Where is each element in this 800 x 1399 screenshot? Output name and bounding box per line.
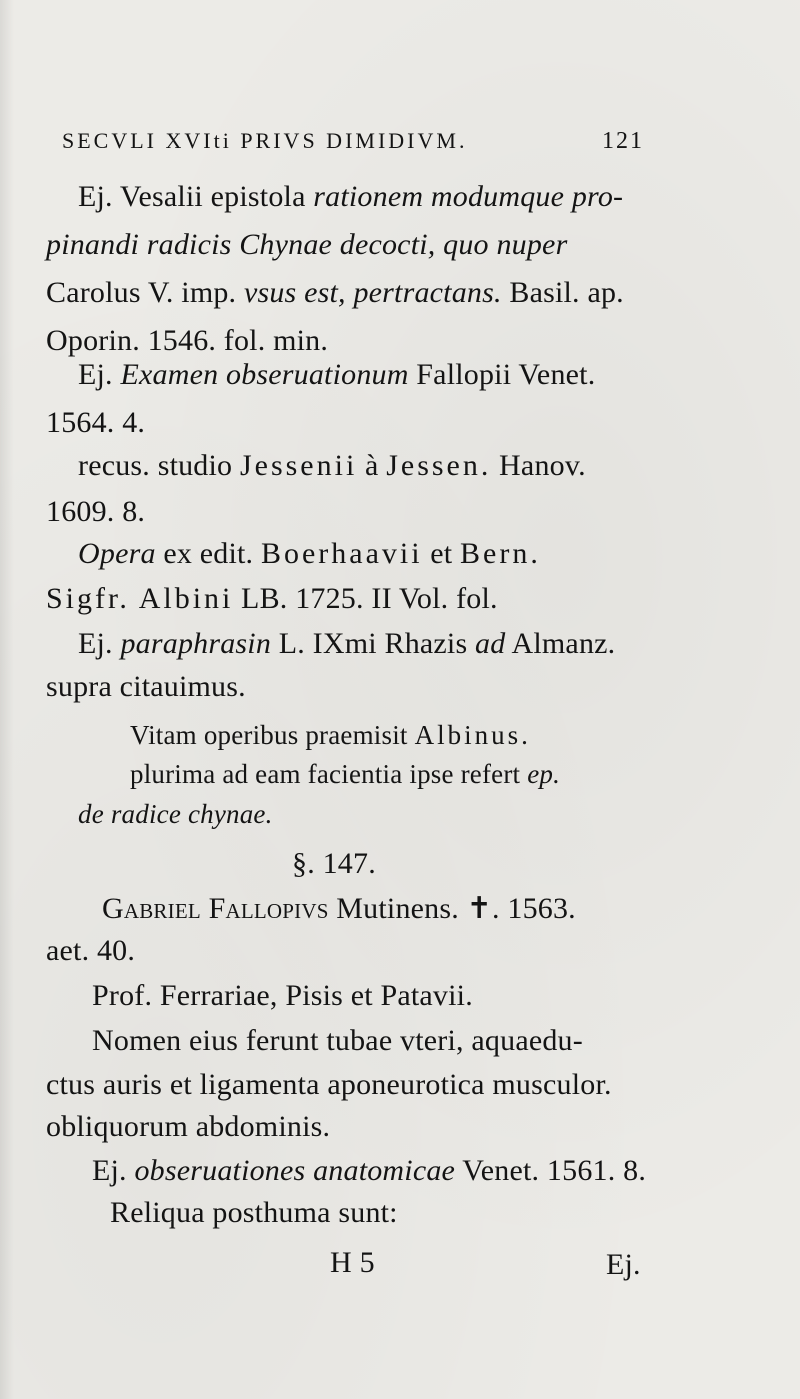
text-line-10: Sigfr. Albini LB. 1725. II Vol. fol. — [46, 582, 498, 615]
author-heading: Gabriel Fallopivs Mutinens. ✝. 1563. — [102, 892, 576, 925]
text-line-15: Nomen eius ferunt tubae vteri, aquaedu- — [92, 1024, 583, 1057]
text-line-14: Prof. Ferrariae, Pisis et Patavii. — [92, 979, 473, 1012]
text-line-4: Oporin. 1546. fol. min. — [46, 324, 329, 357]
text-line-11: Ej. paraphrasin L. IXmi Rhazis ad Almanz. — [78, 627, 616, 660]
text-line-12: supra citauimus. — [46, 670, 246, 703]
text-line-3: Carolus V. imp. vsus est, pertractans. Basil. ap. — [46, 276, 624, 309]
text-line-5: Ej. Examen obseruationum Fallopii Venet. — [78, 358, 596, 391]
text-line-9: Opera ex edit. Boerhaavii et Bern. — [78, 537, 541, 570]
running-head — [62, 122, 644, 160]
page-number: 121 — [602, 128, 644, 154]
text-line-18: Ej. obseruationes anatomicae Venet. 1561. 8. — [92, 1154, 647, 1187]
text-line-7: recus. studio Jessenii à Jessen. Hanov. — [78, 449, 586, 482]
text-line-17: obliquorum abdominis. — [46, 1110, 331, 1143]
note-line-3: de radice chynae. — [78, 799, 273, 829]
page-gutter-shadow — [0, 0, 14, 1399]
text-line-1: Ej. Vesalii epistola rationem modumque pro- — [78, 180, 624, 213]
text-line-19: Reliqua posthuma sunt: — [110, 1196, 398, 1229]
note-line-1: Vitam operibus praemisit Albinus. — [130, 720, 531, 750]
text-line-13: aet. 40. — [46, 934, 136, 967]
section-heading: §. 147. — [292, 847, 376, 880]
text-line-2: pinandi radicis Chynae decocti, quo nuper — [46, 228, 568, 261]
running-head-title: SECVLI XVIti PRIVS DIMIDIVM. — [62, 128, 468, 153]
signature-mark: H 5 — [330, 1246, 375, 1279]
catchword: Ej. — [606, 1248, 641, 1281]
note-line-2: plurima ad eam facientia ipse refert ep. — [130, 759, 561, 789]
text-line-8: 1609. 8. — [46, 495, 146, 528]
text-line-16: ctus auris et ligamenta aponeurotica musculor. — [46, 1068, 612, 1101]
text-line-6: 1564. 4. — [46, 406, 146, 439]
